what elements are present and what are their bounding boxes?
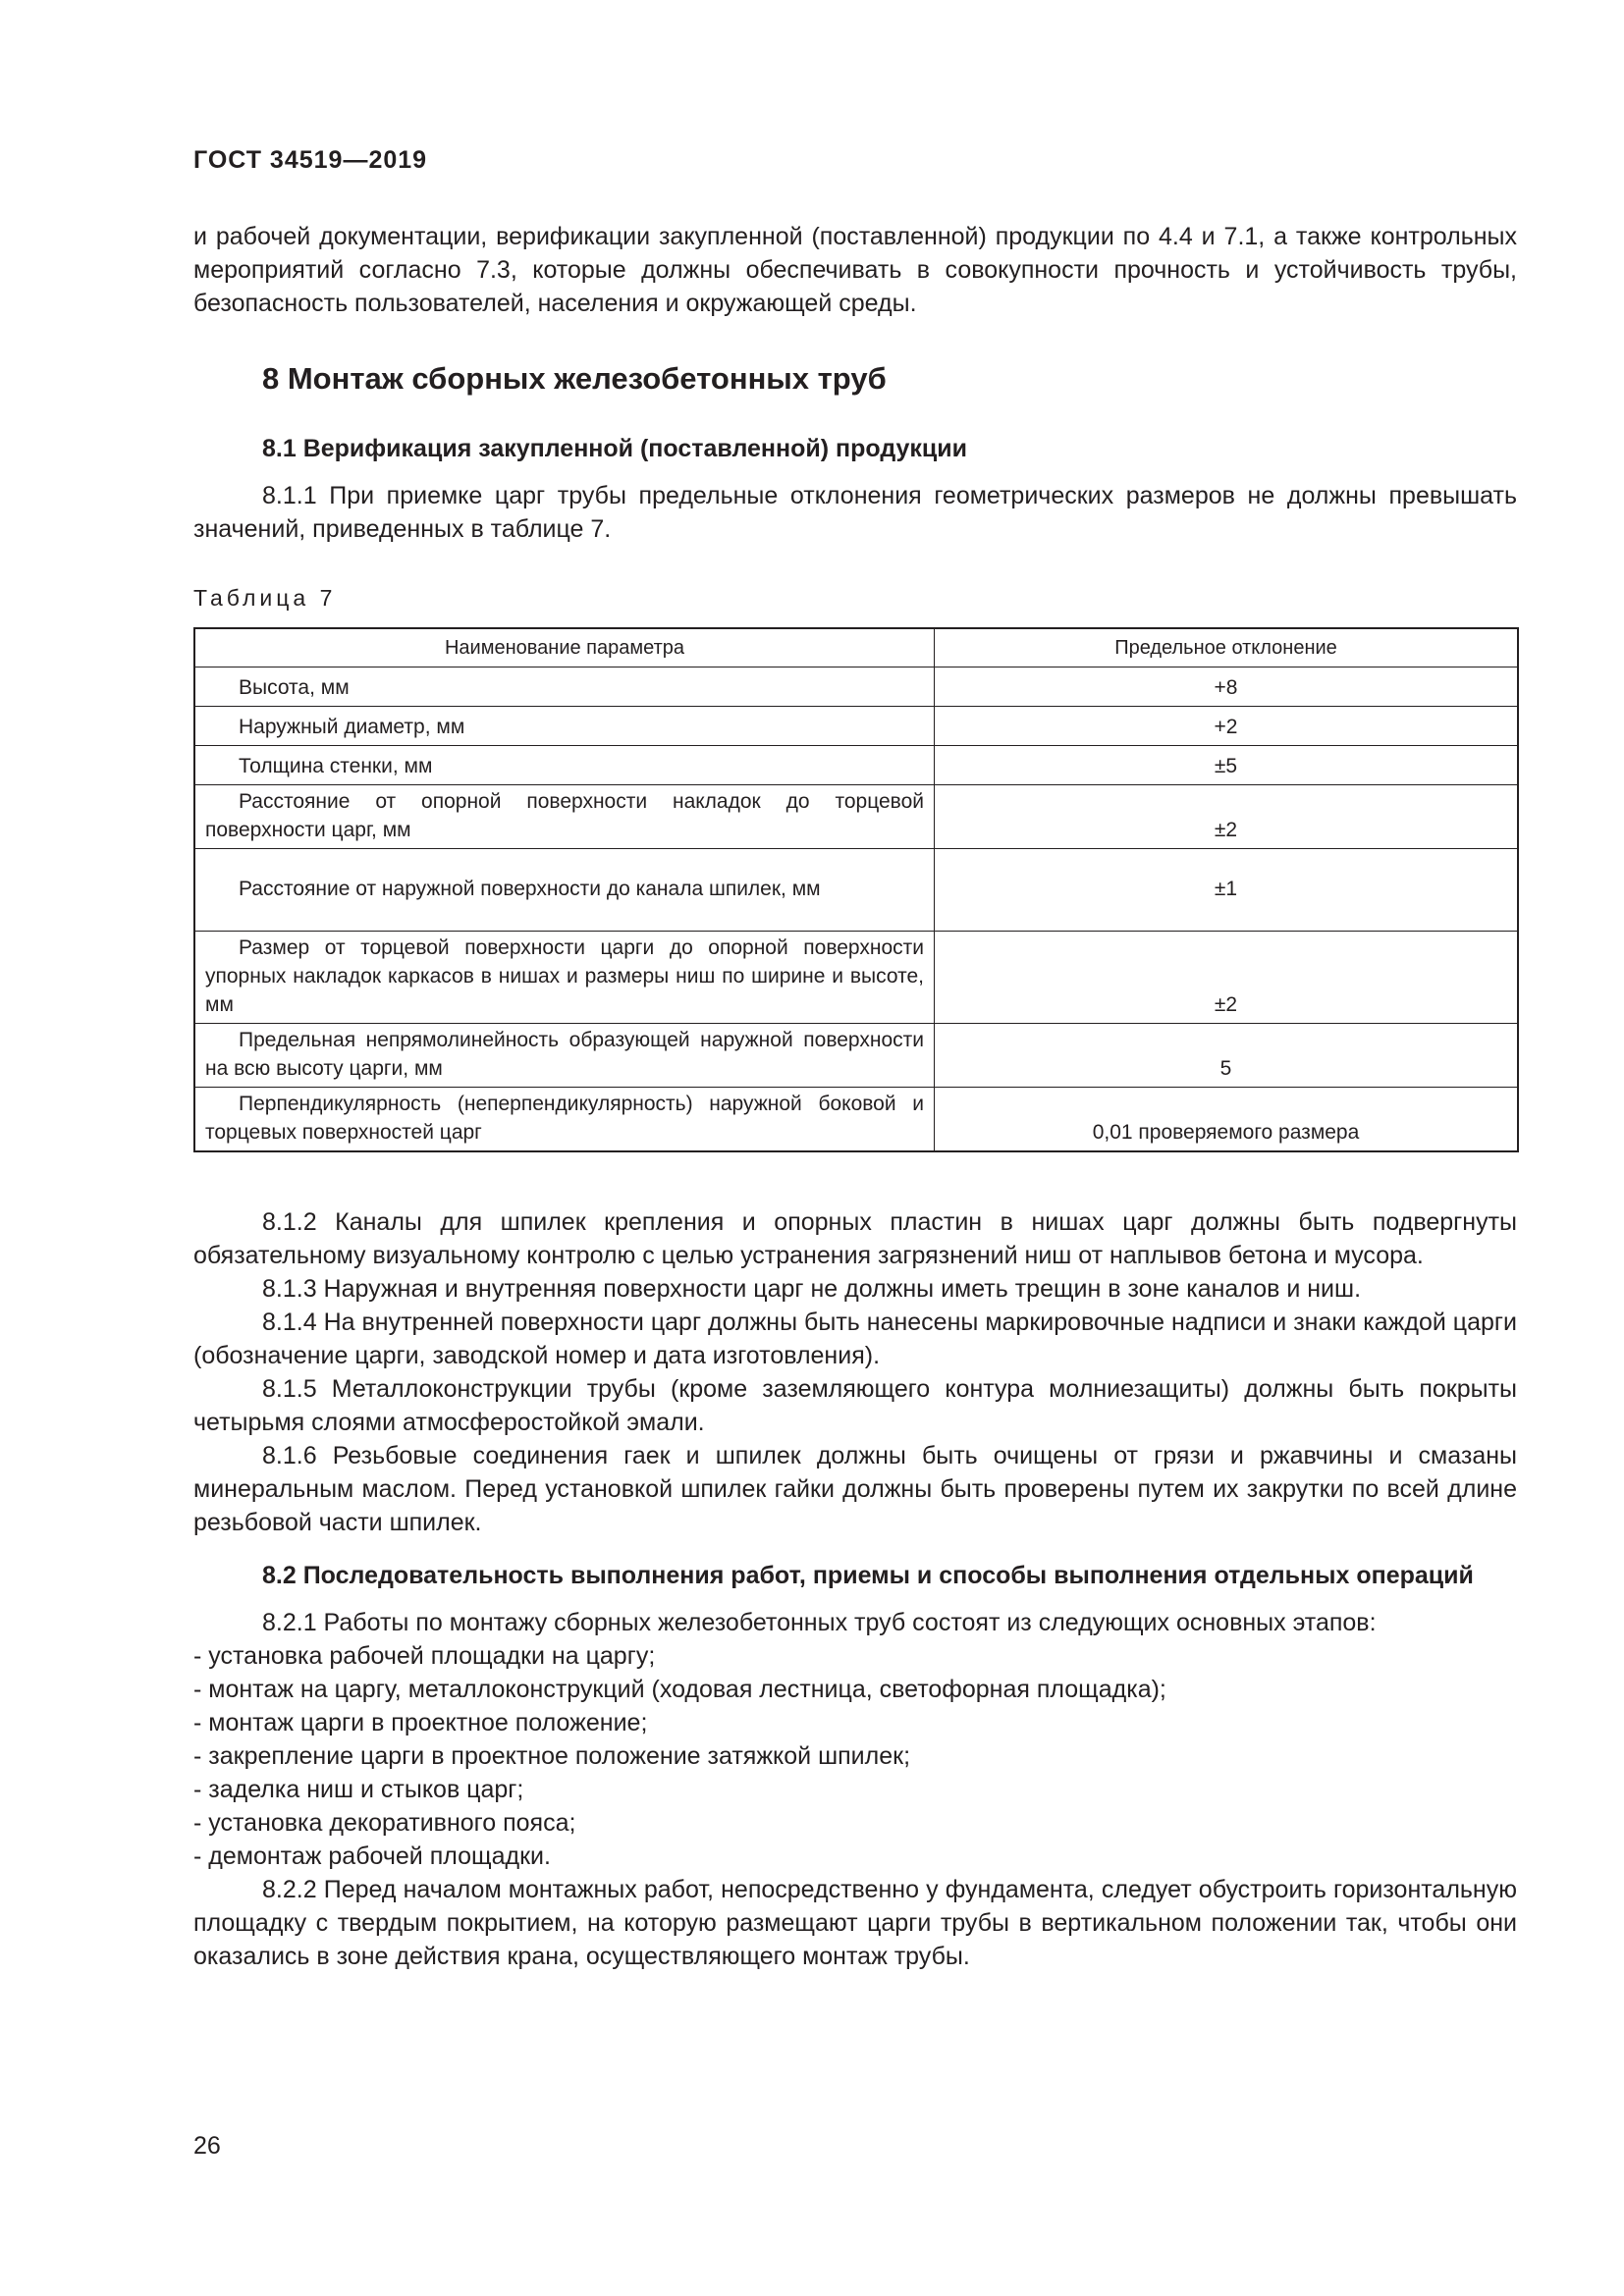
subsection-heading: 8.1 Верификация закупленной (поставленной) продукции xyxy=(262,435,968,462)
table-header-cell: Предельное отклонение xyxy=(935,628,1519,667)
table-row xyxy=(194,746,1518,785)
parameter-cell: Предельная непрямолинейность образующей наружной поверхности на всю высоту царги, мм xyxy=(194,1024,935,1088)
table-row xyxy=(194,667,1518,707)
table-row xyxy=(194,849,1518,932)
paragraph-8-2-1: 8.2.1 Работы по монтажу сборных железобетонных труб состоят из следующих основных этапов: xyxy=(262,1609,1377,1636)
intro-paragraph: и рабочей документации, верификации закупленной (поставленной) продукции по 4.4 и 7.1, а также контрольных мероприятий согласно 7.3, которые должны обеспечивать в совокупности прочность и устойчивость трубы, безопасность пользователей, населения и окружающей среды. xyxy=(193,223,1517,317)
table-row xyxy=(194,1024,1518,1088)
parameter-cell: Расстояние от наружной поверхности до канала шпилек, мм xyxy=(194,849,935,932)
deviation-cell: 5 xyxy=(935,1024,1519,1088)
table-header-row xyxy=(194,628,1518,667)
page-content xyxy=(193,220,1517,1973)
parameter-cell: Наружный диаметр, мм xyxy=(194,707,935,746)
list-item: - установка декоративного пояса; xyxy=(193,1809,576,1837)
list-item: - установка рабочей площадки на царгу; xyxy=(193,1642,656,1670)
table-caption: Таблица 7 xyxy=(193,585,337,611)
list-item: - закрепление царги в проектное положение затяжкой шпилек; xyxy=(193,1742,911,1770)
page-number: 26 xyxy=(193,2132,221,2160)
list-item: - заделка ниш и стыков царг; xyxy=(193,1776,524,1803)
parameter-cell: Расстояние от опорной поверхности накладок до торцевой поверхности царг, мм xyxy=(194,785,935,849)
table-row xyxy=(194,1088,1518,1152)
paragraph-8-1-6: 8.1.6 Резьбовые соединения гаек и шпилек должны быть очищены от грязи и ржавчины и смазаны минеральным маслом. Перед установкой шпилек гайки должны быть проверены путем их закрутки по всей длине резьбовой части шпилек. xyxy=(193,1442,1517,1536)
paragraph-8-1-4: 8.1.4 На внутренней поверхности царг должны быть нанесены маркировочные надписи и знаки каждой царги (обозначение царги, заводской номер и дата изготовления). xyxy=(193,1308,1517,1369)
paragraph-8-1-1: 8.1.1 При приемке царг трубы предельные отклонения геометрических размеров не должны превышать значений, приведенных в таблице 7. xyxy=(193,482,1517,543)
deviation-cell: ±2 xyxy=(935,785,1519,849)
table-row xyxy=(194,785,1518,849)
section-heading: 8 Монтаж сборных железобетонных труб xyxy=(262,361,887,396)
parameter-cell: Высота, мм xyxy=(194,667,935,707)
document-header: ГОСТ 34519—2019 xyxy=(193,146,428,174)
paragraph-8-1-5: 8.1.5 Металлоконструкции трубы (кроме заземляющего контура молниезащиты) должны быть покрыты четырьмя слоями атмосферостойкой эмали. xyxy=(193,1375,1517,1436)
deviation-cell: ±5 xyxy=(935,746,1519,785)
list-item: - демонтаж рабочей площадки. xyxy=(193,1842,551,1870)
table-header-cell: Наименование параметра xyxy=(194,628,935,667)
parameter-cell: Толщина стенки, мм xyxy=(194,746,935,785)
tolerance-table xyxy=(193,627,1519,1152)
deviation-cell: +2 xyxy=(935,707,1519,746)
paragraph-8-2-2: 8.2.2 Перед началом монтажных работ, непосредственно у фундамента, следует обустроить горизонтальную площадку с твердым покрытием, на которую размещают царги трубы в вертикальном положении так, чтобы они оказались в зоне действия крана, осуществляющего монтаж трубы. xyxy=(193,1876,1517,1970)
deviation-cell: +8 xyxy=(935,667,1519,707)
deviation-cell: ±2 xyxy=(935,932,1519,1024)
list-item: - монтаж на царгу, металлоконструкций (ходовая лестница, светофорная площадка); xyxy=(193,1676,1166,1703)
table-row xyxy=(194,707,1518,746)
list-item: - монтаж царги в проектное положение; xyxy=(193,1709,648,1736)
deviation-cell: 0,01 проверяемого размера xyxy=(935,1088,1519,1152)
paragraph-8-1-2: 8.1.2 Каналы для шпилек крепления и опорных пластин в нишах царг должны быть подвергнуты обязательному визуальному контролю с целью устранения загрязнений ниш от наплывов бетона и мусора. xyxy=(193,1208,1517,1269)
subsection-heading: 8.2 Последовательность выполнения работ, приемы и способы выполнения отдельных операций xyxy=(262,1562,1474,1589)
paragraph-8-1-3: 8.1.3 Наружная и внутренняя поверхности царг не должны иметь трещин в зоне каналов и ниш. xyxy=(262,1275,1362,1303)
deviation-cell: ±1 xyxy=(935,849,1519,932)
parameter-cell: Перпендикулярность (неперпендикулярность) наружной боковой и торцевых поверхностей царг xyxy=(194,1088,935,1152)
parameter-cell: Размер от торцевой поверхности царги до опорной поверхности упорных накладок каркасов в нишах и размеры ниш по ширине и высоте, мм xyxy=(194,932,935,1024)
stage-list xyxy=(193,1639,1517,1873)
table-row xyxy=(194,932,1518,1024)
